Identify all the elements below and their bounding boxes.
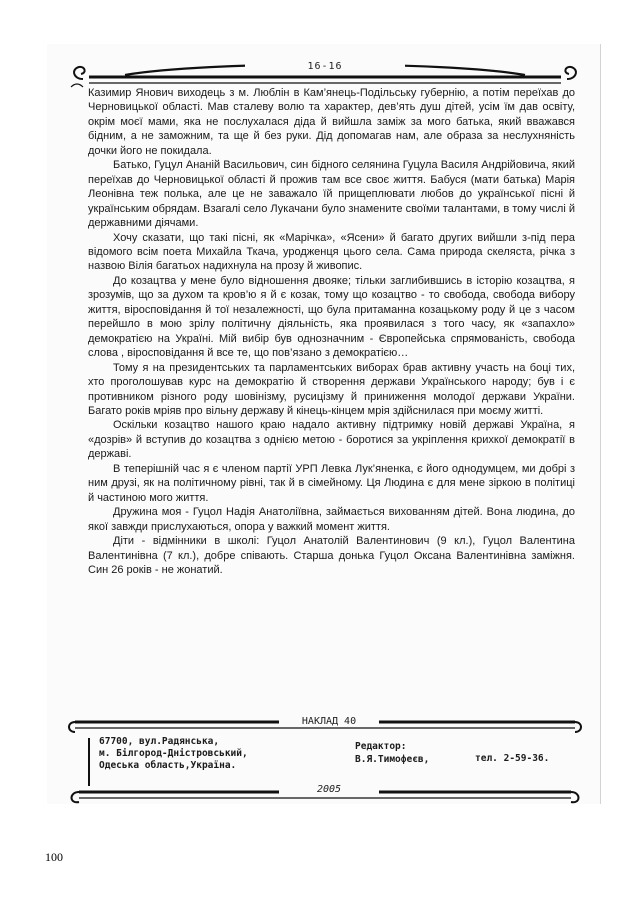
page-code: 16-16 [245, 61, 405, 72]
address-line: Одеська область,Україна. [99, 760, 237, 771]
print-run: НАКЛАД 40 [279, 716, 379, 727]
paragraph: До козацтва у мене було відношення двояке; тільки заглибившись в історію козацтва, я зрозумів, що за духом та кров’ю я й є козак, тому що козацтво - то свобода, свобода вибору життя, віросповідання й тої незалежності, що була притаманна козацькому роду й це з часом перейшло в мою зрілу політичну діяльність, яка проявилася з того часу, як «запахло» демократією на Україні. Мій вибір був однозначним - Європейська спрямованість, свобода слова , віросповідання й все те, що пов’язано з демократією… [88, 274, 575, 360]
publisher-address [99, 736, 309, 772]
address-line: м. Білгород-Дністровський, [99, 748, 248, 759]
editor-name: В.Я.Тимофеєв, [355, 754, 430, 765]
paragraph: Дружина моя - Гуцол Надія Анатоліївна, займається вихованням дітей. Вона людина, до якої завжди прислухаються, опора у важкий момент життя. [88, 506, 575, 533]
paragraph: Хочу сказати, що такі пісні, як «Марічка», «Ясени» й багато других вийшли з-під пера відомого всім поета Михайла Ткача, уродженця цього села. Сама природа скеляста, річка з назвою Вілія багатьох надихнула на прозу й живопис. [88, 231, 575, 273]
phone-number: тел. 2-59-36. [475, 753, 550, 764]
editor-label: Редактор: [355, 741, 407, 752]
paragraph: Тому я на президентських та парламентських виборах брав активну участь на боці тих, хто проголошував курс на демократію й створення держави Українського народу; був і є противником різного роду шовінізму, русицізму й приниження молодої держави України. Багато років мріяв про вільну державу й кінець-кінцем мрія здійснилася при моєму житті. [88, 361, 575, 417]
editor-block [355, 740, 475, 766]
paragraph: Батько, Гуцул Ананій Васильович, син бідного селянина Гуцула Василя Андрійовича, який переїхав до Черновицької області й прожив там все своє життя. Бабуся (мати батька) Марія Леонівна теж полька, але це не заважало їй прищеплювати любов до української пісні й українським обрядам. Взагалі село Лукачани було знамените своїми талантами, в тому числі й державними діячами. [88, 159, 575, 230]
paragraph: Діти - відмінники в школі: Гуцол Анатолій Валентинович (9 кл.), Гуцол Валентина Валентинівна (7 кл.), добре співають. Старша донька Гуцол Оксана Валентинівна заміжня. Син 26 років - не жонатий. [88, 535, 575, 576]
paragraph: В теперішній час я є членом партії УРП Левка Лук’яненка, є його однодумцем, ми добрі з ним друзі, як на політичному рівні, так й в сімейному. Ця Людина є для мене зіркою в політиці й частиною мого життя. [88, 462, 575, 504]
paragraph: Казимир Янович виходець з м. Люблін в Кам’янець-Подільську губернію, а потім переїхав до Черновицької області. Мав сталеву волю та характер, дев’ять душ дітей, усім їм дав освіту, окрім моєї мами, яка не послухалася діда й вийшла заміж за мого батька, який вважався бідним, а не заможним, та ще й без руки. Дід допомагав нам, але образа за неслухняність дочки його не покидала. [88, 87, 575, 157]
address-line: 67700, вул.Радянська, [99, 736, 220, 747]
footer-block [65, 716, 585, 806]
paragraph: Оскільки козацтво нашого краю надало активну підтримку новій державі Україна, я «дозрів» й вступив до козацтва з однією метою - боротися за укріплення крихкої демократії в державі. [88, 419, 575, 461]
publication-year: 2005 [279, 784, 379, 795]
header-ornament [65, 57, 585, 89]
page-number: 100 [45, 850, 63, 864]
scanned-page [47, 44, 601, 804]
article-body [88, 86, 575, 577]
